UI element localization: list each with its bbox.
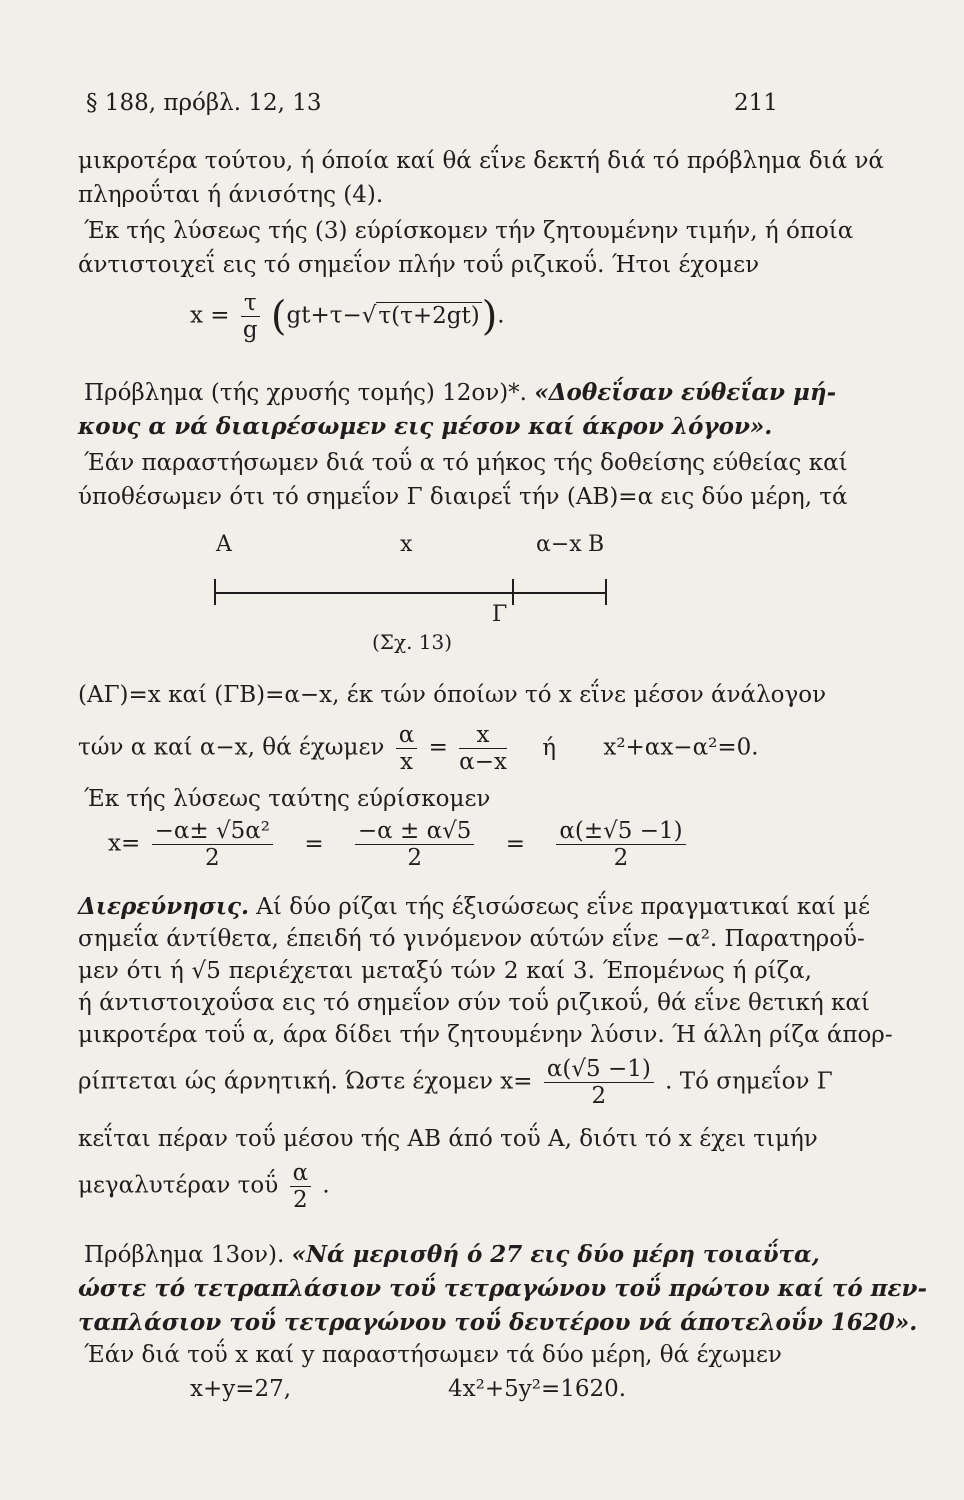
fraction: $\frac{\text{−α± √5α²}}{2}$ <box>152 818 273 871</box>
figure-caption: (Σχ. 13) <box>372 630 453 654</box>
label-g: Γ <box>492 602 508 627</box>
tick-g <box>512 579 514 605</box>
label-x: x <box>400 532 413 557</box>
equation-3b: 4x²+5y²=1620. <box>448 1376 627 1402</box>
text-line: μικροτέρα τοΰ α, άρα δίδει τήν ζητουμένην λύσιν. Ή άλλη ρίζα άπορ- <box>78 1022 893 1048</box>
fraction: $\frac{\alpha}{x}$ <box>396 722 418 775</box>
problem-13-statement: ώστε τό τετραπλάσιον τοΰ τετραγώνου τοΰ πρώτου καί τό πεν- <box>78 1275 928 1302</box>
equation-2: x= $\frac{\text{−α± √5α²}}{2}$ = $\frac{-\alpha \pm \alpha√5}{2}$ = $\frac{\alpha(\pm√5 -1)}{2}$ <box>108 818 690 871</box>
result-line: ρίπτεται ώς άρνητική. Ώστε έχομεν x= $\frac{\alpha(√5 -1)}{2}$ . Τό σημεΐον Γ <box>78 1056 833 1109</box>
fraction: $\frac{\alpha(\pm√5 -1)}{2}$ <box>556 818 685 871</box>
discussion-line: Διερεύνησις. Αί δύο ρίζαι τής έξισώσεως εΐνε πραγματικαί καί μέ <box>78 893 871 920</box>
segment-ab <box>214 592 606 594</box>
proportion-line: τών α καί α−x, θά έχωμεν $\frac{\alpha}{x}$ = $\frac{x}{\alpha-x}$ ή x²+αx−α²=0. <box>78 722 759 775</box>
radicand: τ(τ+2gt) <box>378 302 480 329</box>
text-line: κεΐται πέραν τοΰ μέσου τής ΑΒ άπό τοΰ Α, διότι τό x έχει τιμήν <box>78 1126 818 1152</box>
running-head: § 188, πρόβλ. 12, 13 <box>86 90 322 116</box>
problem-12-statement: κους α νά διαιρέσωμεν εις μέσον καί άκρον λόγον». <box>78 413 773 440</box>
label-a: Α <box>216 532 232 557</box>
text-line: (ΑΓ)=x καί (ΓΒ)=α−x, έκ τών όποίων τό x εΐνε μέσον άνάλογον <box>78 682 827 708</box>
tick-a <box>214 579 216 605</box>
text-line: ή άντιστοιχοΰσα εις τό σημεΐον σύν τοΰ ριζικοΰ, θά εΐνε θετική καί <box>78 990 870 1016</box>
fraction: $\frac{\alpha}{2}$ <box>290 1160 312 1213</box>
discussion-heading: Διερεύνησις. <box>78 893 249 920</box>
page-number: 211 <box>734 90 778 116</box>
equation-3a: x+y=27, <box>190 1376 292 1402</box>
text-line: ύποθέσωμεν ότι τό σημεΐον Γ διαιρεΐ τήν (ΑΒ)=α εις δύο μέρη, τά <box>78 484 848 510</box>
problem-13-statement: ταπλάσιον τοΰ τετραγώνου τοΰ δευτέρου νά άποτελοΰν 1620». <box>78 1309 918 1336</box>
text-line: μεν ότι ή √5 περιέχεται μεταξύ τών 2 καί 3. Έπομένως ή ρίζα, <box>78 958 812 984</box>
comparison-line: μεγαλυτέραν τοΰ $\frac{\alpha}{2}$ . <box>78 1160 330 1213</box>
text-line: σημεΐα άντίθετα, έπειδή τό γινόμενον αύτών εΐνε −α². Παρατηροΰ- <box>78 926 865 952</box>
label-b: Β <box>588 532 605 557</box>
eq-lhs: x = <box>190 302 230 329</box>
fraction: $\frac{\alpha(√5 -1)}{2}$ <box>544 1056 654 1109</box>
text-line: Έάν παραστήσωμεν διά τοΰ α τό μήκος τής δοθείσης εύθείας καί <box>84 450 848 476</box>
text-line: Έάν διά τοΰ x καί y παραστήσωμεν τά δύο μέρη, θά έχωμεν <box>84 1342 782 1368</box>
fraction: $\frac{-\alpha \pm \alpha√5}{2}$ <box>355 818 475 871</box>
text-line: πληροΰται ή άνισότης (4). <box>78 182 384 208</box>
text-line: μικροτέρα τούτου, ή όποία καί θά εΐνε δεκτή διά τό πρόβλημα διά νά <box>78 148 884 174</box>
problem-12-title: Πρόβλημα (τής χρυσής τομής) 12ον)*. «Δοθεΐσαν εύθεΐαν μή- <box>84 379 837 406</box>
problem-13-title: Πρόβλημα 13ον). «Νά μερισθή ό 27 εις δύο μέρη τοιαΰτα, <box>84 1241 820 1268</box>
equation-1: x = $\frac{\tau}{g}$ (gt+τ−√τ(τ+2gt)). <box>190 290 505 343</box>
tick-b <box>605 579 607 605</box>
fraction: $\frac{x}{\alpha-x}$ <box>459 722 507 775</box>
label-a-minus-x: α−x <box>536 532 582 557</box>
fraction: $\frac{\tau}{g}$ <box>242 290 258 343</box>
text-line: άντιστοιχεΐ εις τό σημεΐον πλήν τοΰ ριζικοΰ. Ήτοι έχομεν <box>78 252 760 278</box>
quadratic-equation: x²+αx−α²=0. <box>603 734 759 761</box>
text-line: Έκ τής λύσεως ταύτης εύρίσκομεν <box>84 786 491 812</box>
text-line: Έκ τής λύσεως τής (3) εύρίσκομεν τήν ζητουμένην τιμήν, ή όποία <box>84 218 854 244</box>
